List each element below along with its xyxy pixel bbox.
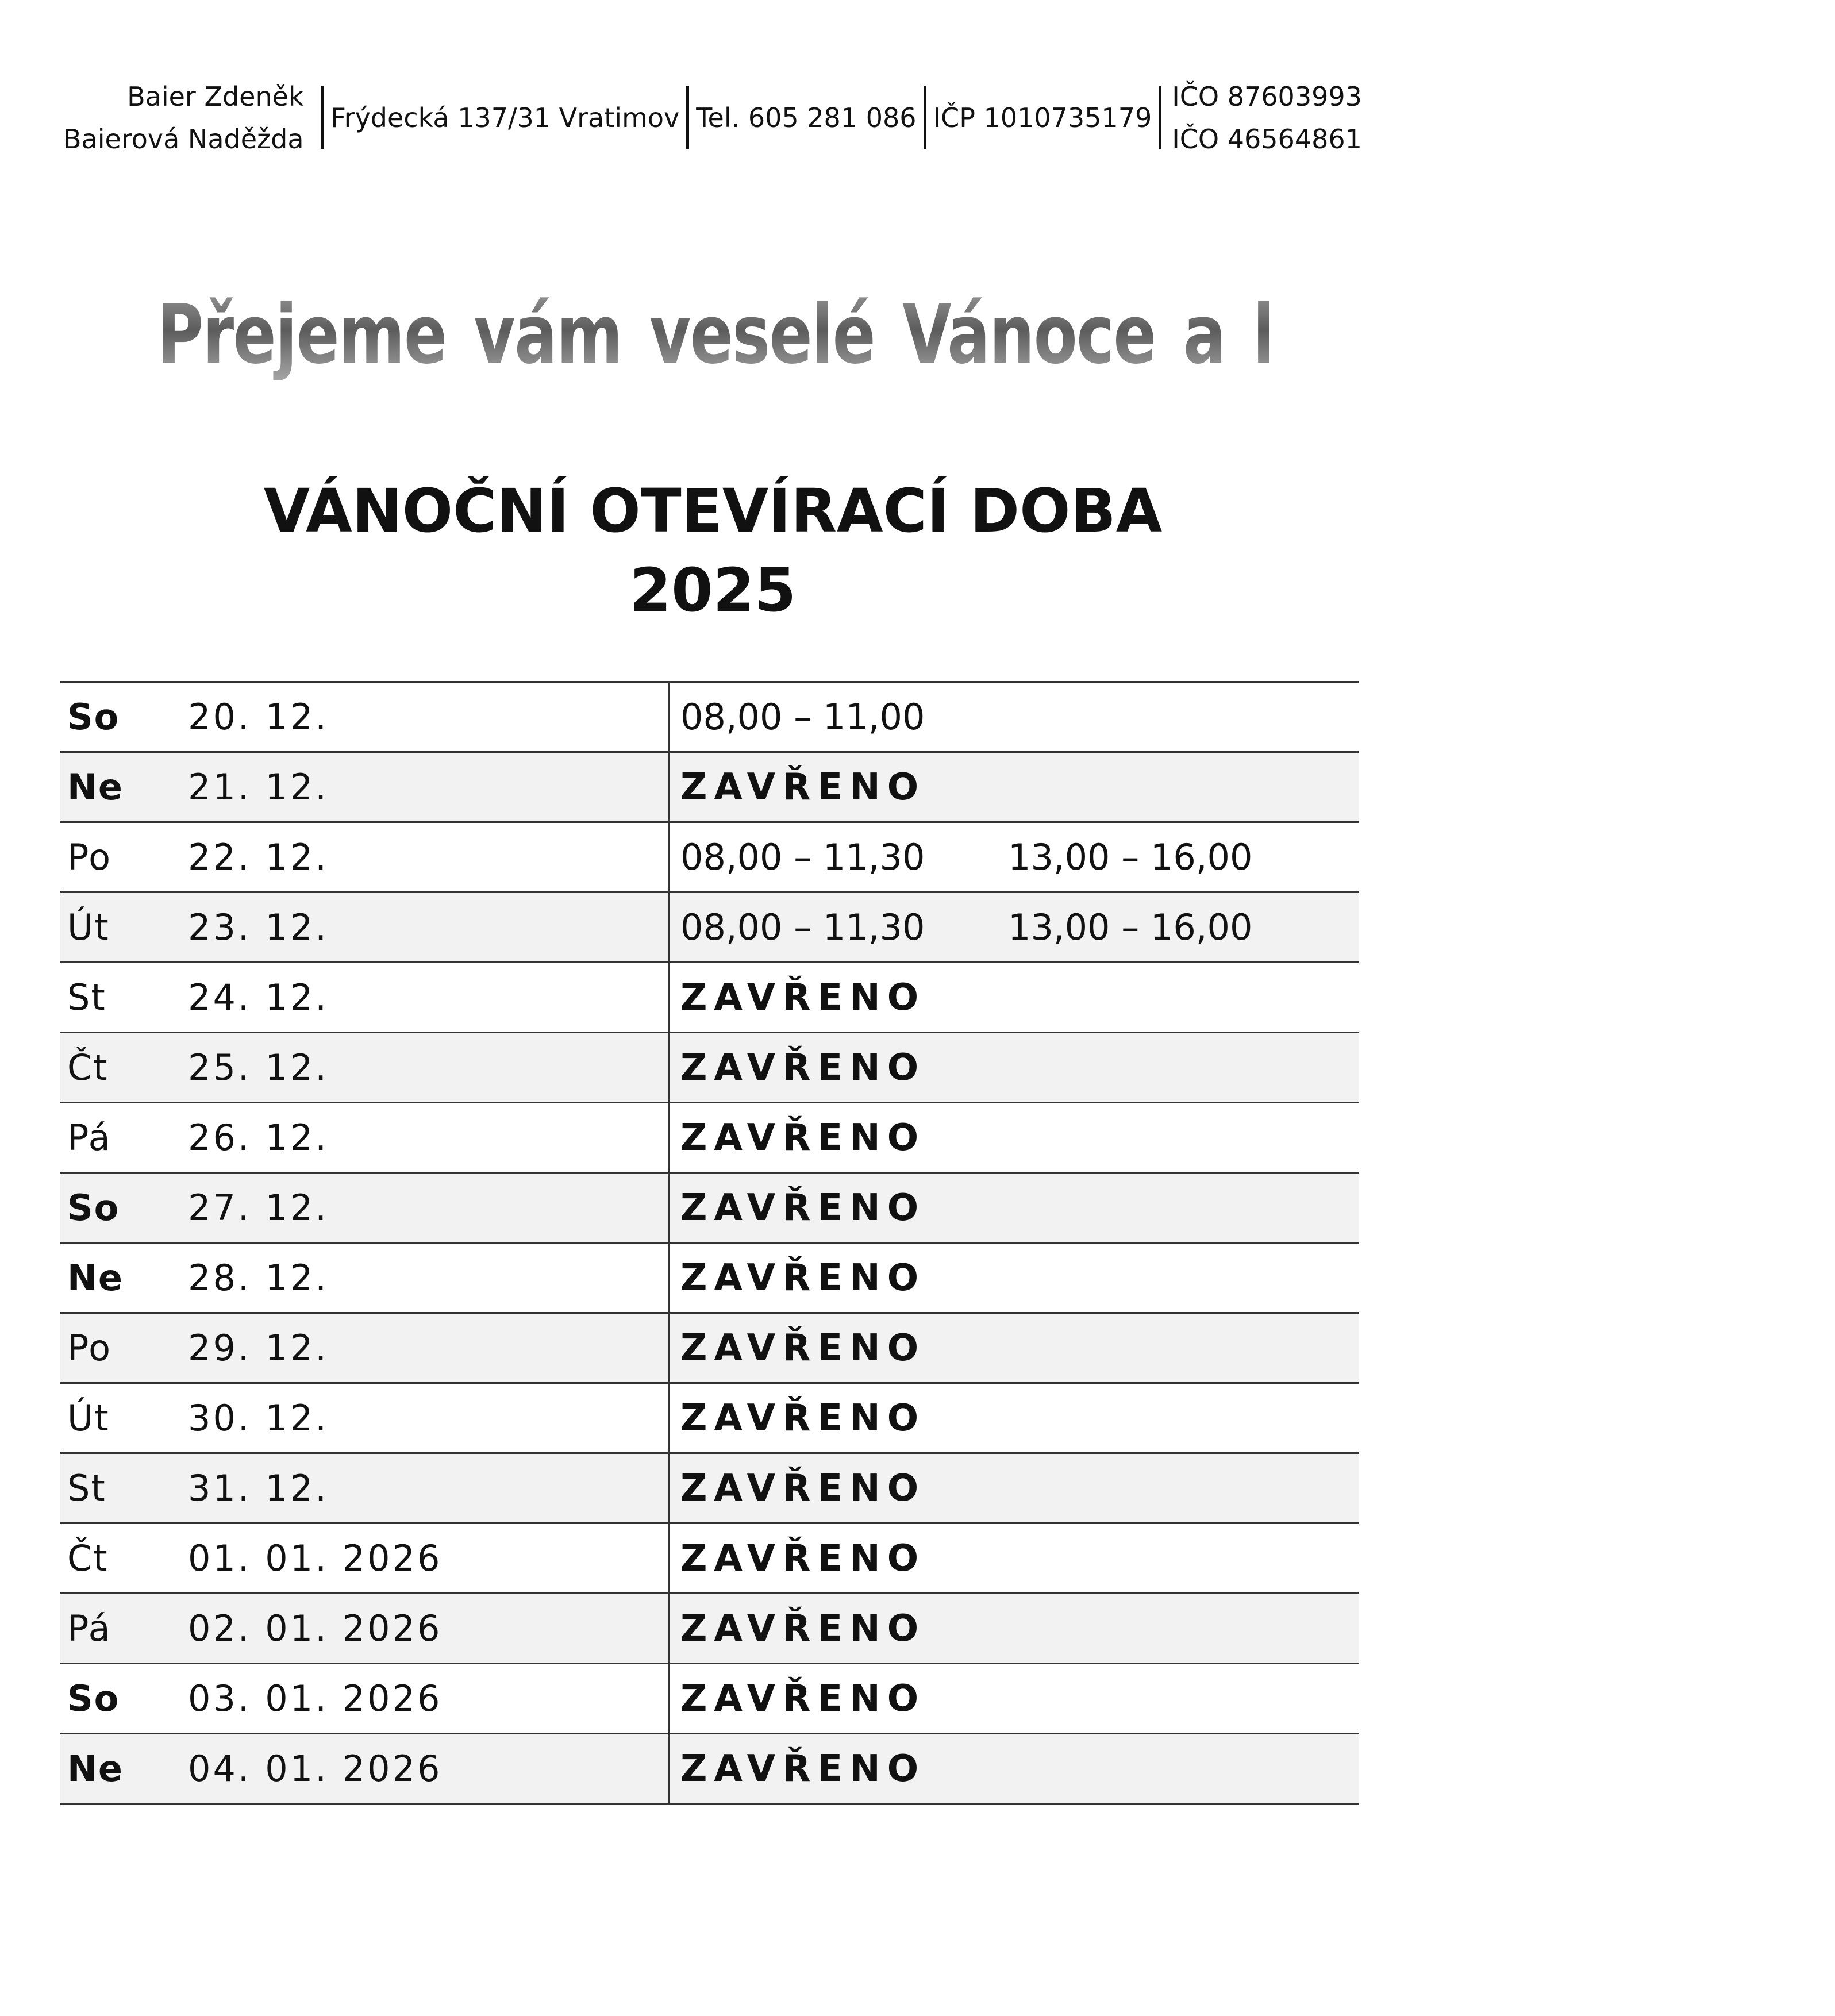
day-cell: Ne	[67, 766, 124, 808]
date-cell: 01. 01. 2026	[188, 1537, 443, 1579]
day-cell: Po	[67, 1327, 112, 1369]
time-slot: 08,00 – 11,30	[680, 836, 925, 878]
table-row	[60, 1664, 1359, 1734]
date-cell: 20. 12.	[188, 696, 329, 738]
hours-cell	[668, 1594, 1359, 1663]
table-row	[60, 753, 1359, 823]
hours-cell	[668, 1244, 1359, 1312]
icp	[933, 75, 1152, 161]
ico-numbers	[1168, 75, 1362, 161]
owner-name-1: Baier Zdeněk	[127, 81, 304, 112]
icp-text: IČP 1010735179	[933, 102, 1152, 133]
date-cell: 27. 12.	[188, 1187, 329, 1229]
closed-label: ZAVŘENO	[680, 1467, 926, 1510]
date-cell: 30. 12.	[188, 1397, 329, 1439]
address-text: Frýdecká 137/31 Vratimov	[330, 102, 680, 133]
day-cell: Po	[67, 836, 112, 878]
opening-hours-table	[60, 681, 1359, 1805]
day-cell: Čt	[67, 1537, 109, 1579]
header-divider	[924, 86, 926, 149]
day-cell: So	[67, 696, 120, 738]
day-cell: Pá	[67, 1607, 111, 1649]
time-slot: 08,00 – 11,30	[680, 906, 925, 948]
table-row	[60, 1033, 1359, 1103]
date-cell: 26. 12.	[188, 1117, 329, 1159]
closed-label: ZAVŘENO	[680, 1677, 926, 1720]
title-year: 2025	[629, 555, 797, 625]
closed-label: ZAVŘENO	[680, 976, 926, 1019]
time-slot: 13,00 – 16,00	[1008, 906, 1253, 948]
ico-1: IČO 87603993	[1172, 81, 1362, 112]
title-line-1: VÁNOČNÍ OTEVÍRACÍ DOBA	[263, 476, 1163, 546]
day-cell: Ne	[67, 1748, 124, 1790]
day-cell: So	[67, 1187, 120, 1229]
table-row	[60, 1524, 1359, 1594]
closed-label: ZAVŘENO	[680, 1747, 926, 1790]
closed-label: ZAVŘENO	[680, 1396, 926, 1440]
closed-label: ZAVŘENO	[680, 1326, 926, 1369]
table-row	[60, 963, 1359, 1033]
time-slot: 08,00 – 11,00	[680, 696, 925, 738]
closed-label: ZAVŘENO	[680, 1537, 926, 1580]
phone	[696, 75, 916, 161]
date-cell: 31. 12.	[188, 1467, 329, 1509]
greeting-text: Přejeme vám veselé Vánoce a krásný Nový rok	[156, 287, 1835, 382]
day-cell: So	[67, 1678, 120, 1719]
date-cell: 24. 12.	[188, 976, 329, 1018]
day-cell: Pá	[67, 1117, 111, 1159]
hours-cell	[668, 1664, 1359, 1733]
header-divider	[686, 86, 689, 149]
date-cell: 21. 12.	[188, 766, 329, 808]
hours-cell	[668, 963, 1359, 1032]
header-divider	[1159, 86, 1161, 149]
date-cell: 03. 01. 2026	[188, 1678, 443, 1719]
hours-cell	[668, 1174, 1359, 1242]
day-cell: Út	[67, 906, 110, 948]
table-row	[60, 1734, 1359, 1805]
address	[331, 75, 680, 161]
owner-name-2: Baierová Naděžda	[63, 124, 304, 155]
day-cell: Čt	[67, 1047, 109, 1088]
table-row	[60, 1384, 1359, 1454]
ico-2: IČO 46564861	[1172, 124, 1362, 155]
hours-cell	[668, 1314, 1359, 1382]
date-cell: 29. 12.	[188, 1327, 329, 1369]
hours-cell	[668, 823, 1359, 891]
day-cell: St	[67, 1467, 106, 1509]
day-cell: Ne	[67, 1257, 124, 1299]
date-cell: 04. 01. 2026	[188, 1748, 443, 1790]
closed-label: ZAVŘENO	[680, 765, 926, 809]
table-row	[60, 1454, 1359, 1524]
page-title	[0, 471, 1426, 630]
phone-text: Tel. 605 281 086	[696, 102, 917, 133]
date-cell: 28. 12.	[188, 1257, 329, 1299]
table-row	[60, 823, 1359, 893]
table-row	[60, 1174, 1359, 1244]
closed-label: ZAVŘENO	[680, 1607, 926, 1650]
date-cell: 25. 12.	[188, 1047, 329, 1088]
date-cell: 23. 12.	[188, 906, 329, 948]
hours-cell	[668, 1524, 1359, 1592]
hours-cell	[668, 683, 1359, 751]
table-row	[60, 1314, 1359, 1384]
hours-cell	[668, 1734, 1359, 1803]
time-slot: 13,00 – 16,00	[1008, 836, 1253, 878]
date-cell: 02. 01. 2026	[188, 1607, 443, 1649]
hours-cell	[668, 1454, 1359, 1522]
hours-cell	[668, 753, 1359, 821]
day-cell: Út	[67, 1397, 110, 1439]
closed-label: ZAVŘENO	[680, 1116, 926, 1159]
table-row	[60, 1244, 1359, 1314]
table-row	[60, 683, 1359, 753]
hours-cell	[668, 1384, 1359, 1452]
closed-label: ZAVŘENO	[680, 1186, 926, 1229]
hours-cell	[668, 893, 1359, 961]
closed-label: ZAVŘENO	[680, 1256, 926, 1299]
closed-label: ZAVŘENO	[680, 1046, 926, 1089]
table-row	[60, 1103, 1359, 1174]
hours-cell	[668, 1033, 1359, 1102]
day-cell: St	[67, 976, 106, 1018]
hours-cell	[668, 1103, 1359, 1172]
letterhead	[63, 75, 1379, 161]
owner-names	[63, 75, 314, 161]
header-divider	[321, 86, 324, 149]
table-row	[60, 1594, 1359, 1664]
table-row	[60, 893, 1359, 963]
date-cell: 22. 12.	[188, 836, 329, 878]
